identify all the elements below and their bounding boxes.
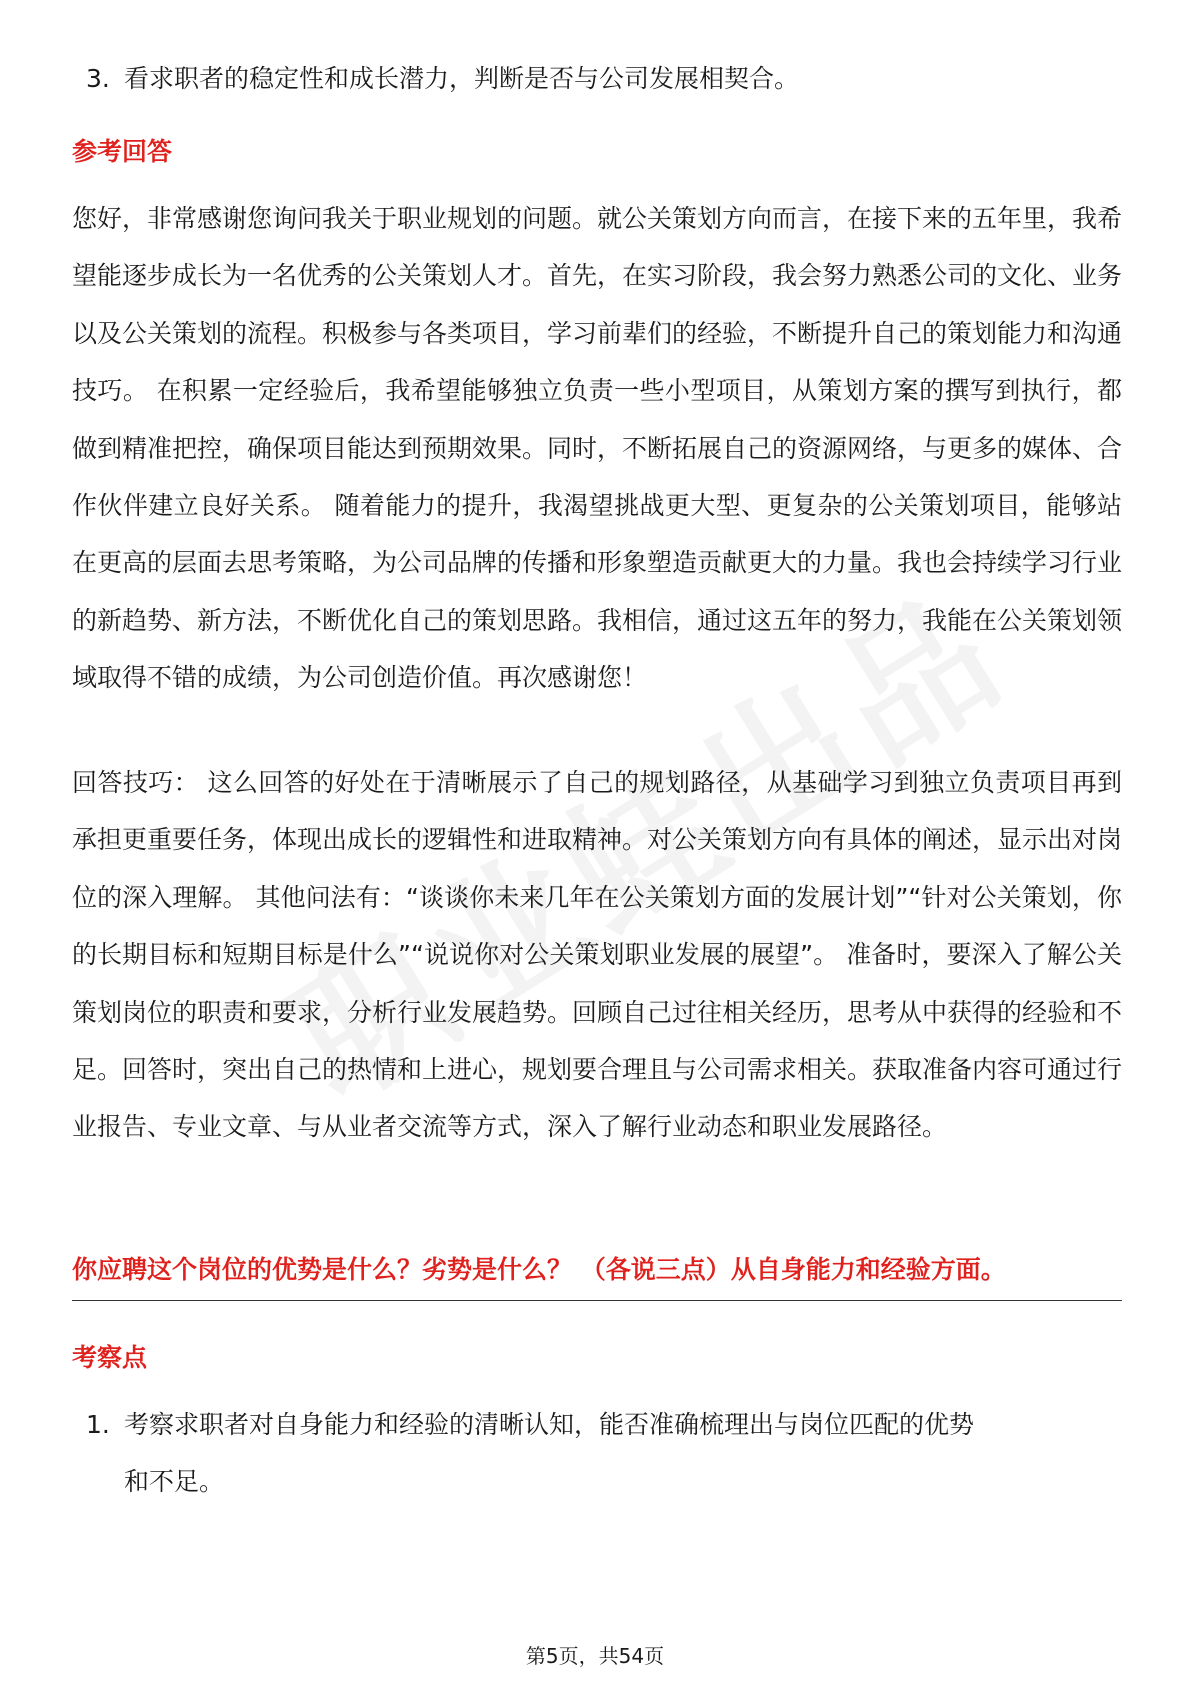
list-text-line2: 和不足。: [124, 1467, 225, 1496]
list-item: [86, 50, 799, 107]
list-number: 1.: [86, 1410, 110, 1439]
question-heading: 你应聘这个岗位的优势是什么？劣势是什么？ （各说三点）从自身能力和经验方面。: [72, 1255, 1006, 1284]
page-footer: 第5页，共54页: [525, 1644, 665, 1668]
list-number: 3.: [86, 64, 110, 93]
tips-paragraph: 回答技巧： 这么回答的好处在于清晰展示了自己的规划路径，从基础学习到独立负责项目再到承担更重要任务，体现出成长的逻辑性和进取精神。对公关策划方向有具体的阐述，显示出对岗位的深入理解。 其他问法有：“谈谈你未来几年在公关策划方面的发展计划”“针对公关策划，你的长期目标和短期目标是什么”“说说你对公关策划职业发展的展望”。 准备时，要深入了解公关策划岗位的职责和要求，分析行业发展趋势。回顾自己过往相关经历，思考从中获得的经验和不足。回答时，突出自己的热情和上进心，规划要合理且与公司需求相关。获取准备内容可通过行业报告、专业文章、与从业者交流等方式，深入了解行业动态和职业发展路径。: [72, 768, 1123, 1142]
document-page: [72, 0, 1122, 1684]
answer-paragraph: 您好，非常感谢您询问我关于职业规划的问题。就公关策划方向而言，在接下来的五年里，我希望能逐步成长为一名优秀的公关策划人才。首先，在实习阶段，我会努力熟悉公司的文化、业务以及公关策划的流程。积极参与各类项目，学习前辈们的经验，不断提升自己的策划能力和沟通技巧。 在积累一定经验后，我希望能够独立负责一些小型项目，从策划方案的撰写到执行，都做到精准把控，确保项目能达到预期效果。同时，不断拓展自己的资源网络，与更多的媒体、合作伙伴建立良好关系。 随着能力的提升，我渴望挑战更大型、更复杂的公关策划项目，能够站在更高的层面去思考策略，为公司品牌的传播和形象塑造贡献更大的力量。我也会持续学习行业的新趋势、新方法，不断优化自己的策划思路。我相信，通过这五年的努力，我能在公关策划领域取得不错的成绩，为公司创造价值。再次感谢您！: [72, 204, 1123, 693]
exam-heading: 考察点: [72, 1343, 148, 1372]
list-text-line1: 考察求职者对自身能力和经验的清晰认知，能否准确梳理出与岗位匹配的优势: [124, 1410, 975, 1439]
section-divider: [72, 1300, 1122, 1301]
list-item: [86, 1396, 1122, 1510]
answer-heading: 参考回答: [72, 137, 173, 166]
list-text: 看求职者的稳定性和成长潜力，判断是否与公司发展相契合。: [124, 64, 800, 93]
